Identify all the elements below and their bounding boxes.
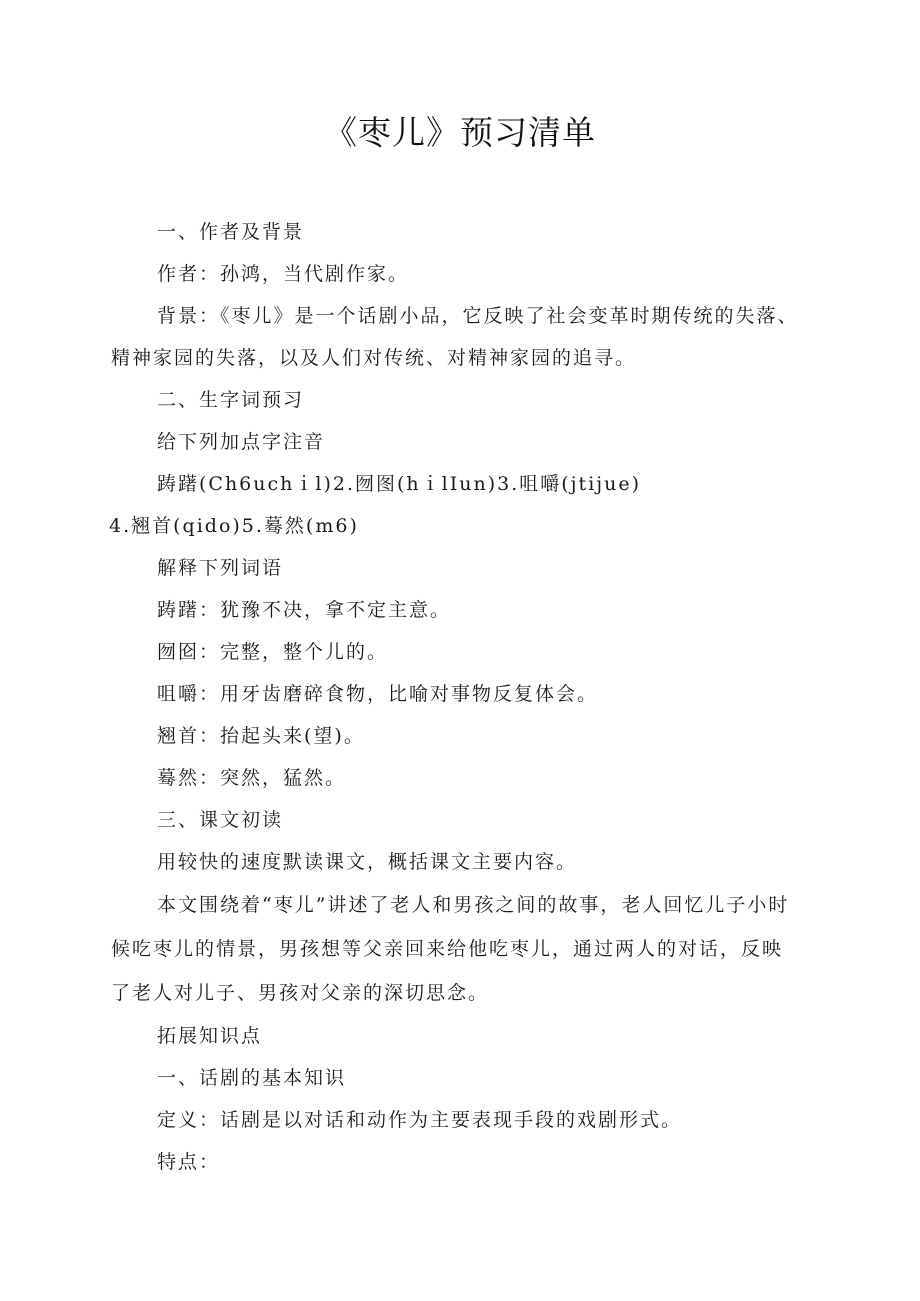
paragraph-pinyin-line-2: 4.翘首(qido)5.蓦然(m6) — [109, 515, 359, 537]
paragraph-definition-3: 咀嚼：用牙齿磨碎食物，比喻对事物反复体会。 — [157, 683, 599, 705]
page-title: 《枣儿》预习清单 — [324, 113, 596, 152]
paragraph-definition-2: 囫囵：完整，整个儿的。 — [157, 641, 389, 663]
paragraph-definition-instruction: 解释下列词语 — [157, 557, 284, 579]
paragraph-definition-4: 翘首：抬起头来(望)。 — [157, 725, 365, 747]
paragraph-author: 作者：孙鸿，当代剧作家。 — [157, 263, 410, 285]
section-heading-author-background: 一、作者及背景 — [157, 221, 305, 243]
paragraph-background: 背景：《枣儿》是一个话剧小品，它反映了社会变革时期传统的失落、精神家园的失落，以及人们对传统、对精神家园的追寻。 — [111, 305, 799, 369]
section-heading-extension: 拓展知识点 — [157, 1025, 263, 1047]
paragraph-definition-5: 蓦然：突然，猛然。 — [157, 767, 347, 789]
paragraph-drama-definition: 定义：话剧是以对话和动作为主要表现手段的戏剧形式。 — [157, 1109, 683, 1131]
paragraph-reading-instruction: 用较快的速度默读课文，概括课文主要内容。 — [157, 851, 578, 873]
document-body — [111, 211, 801, 1183]
section-heading-vocabulary: 二、生字词预习 — [157, 389, 305, 411]
paragraph-drama-features: 特点： — [157, 1151, 221, 1173]
paragraph-definition-1: 踌躇：犹豫不决，拿不定主意。 — [157, 599, 452, 621]
section-heading-drama-basics: 一、话剧的基本知识 — [157, 1067, 347, 1089]
paragraph-pinyin-line-1: 踌躇(Ch6uchｉl)2.囫图(hｉlIun)3.咀嚼(jtijue) — [157, 473, 642, 495]
paragraph-pinyin-instruction: 给下列加点字注音 — [157, 431, 326, 453]
paragraph-summary: 本文围绕着“枣儿”讲述了老人和男孩之间的故事，老人回忆儿子小时候吃枣儿的情景，男孩想等父亲回来给他吃枣儿，通过两人的对话，反映了老人对儿子、男孩对父亲的深切思念。 — [111, 894, 790, 1004]
section-heading-first-reading: 三、课文初读 — [157, 809, 284, 831]
